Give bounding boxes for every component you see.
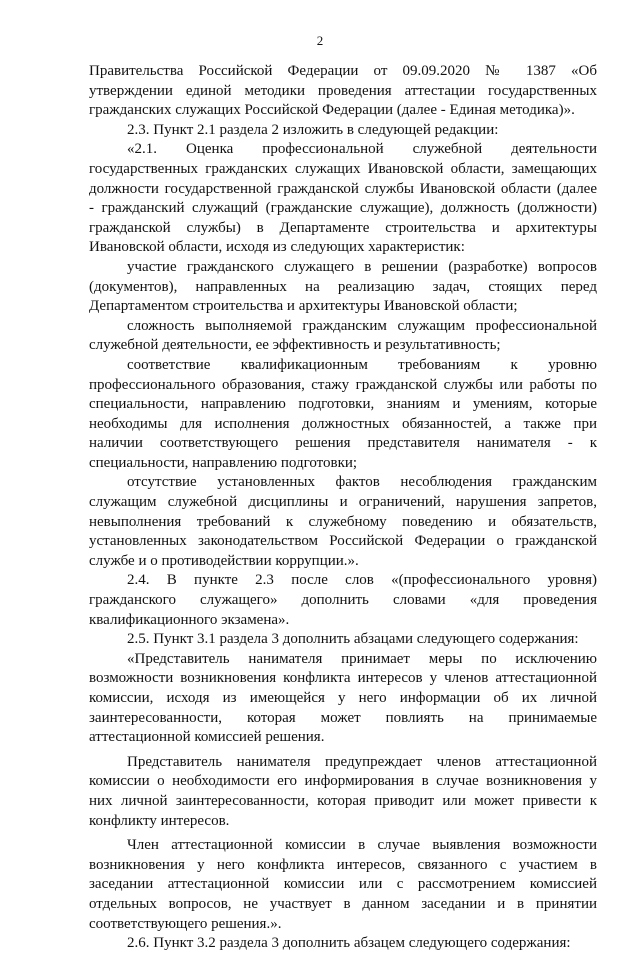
text-line: комиссии, исходя из имеющейся у него информации об их личной: [89, 690, 597, 706]
paragraph: [89, 571, 597, 630]
text-line: «2.1. Оценка профессиональной служебной деятельности: [127, 141, 597, 158]
text-line: конфликту интересов.: [89, 812, 230, 829]
text-line: службе и о противодействии коррупции.».: [89, 552, 359, 569]
paragraph: [89, 356, 597, 474]
text-line: гражданских служащих Российской Федерации (далее - Единая методика)».: [89, 102, 575, 119]
text-line: необходимы для исполнения должностных обязанностей, а также при: [89, 415, 597, 432]
text-line: гражданской службы) в Департаменте строительства и архитектуры: [89, 219, 597, 236]
text-line: квалификационного экзамена».: [89, 611, 290, 628]
text-line: должности государственной гражданской службы Ивановской области (далее: [89, 180, 597, 197]
text-line: аттестационной комиссией решения.: [89, 729, 325, 746]
text-line: возможности возникновения конфликта интересов у членов аттестационной: [89, 670, 597, 687]
text-line: гражданского служащего» дополнить словами «для проведения: [89, 592, 597, 609]
text-line: специальности, направлению подготовки;: [89, 454, 358, 471]
text-line: 2.6. Пункт 3.2 раздела 3 дополнить абзацем следующего содержания:: [127, 935, 571, 952]
text-line: 2.4. В пункте 2.3 после слов «(профессионального уровня): [127, 572, 597, 589]
text-line: возникновения у него конфликта интересов, связанного с участием в: [89, 856, 597, 873]
text-line: соответствующего решения.».: [89, 915, 282, 932]
text-line: Представитель нанимателя предупреждает членов аттестационной: [127, 753, 597, 770]
text-line: сложность выполняемой гражданским служащим профессиональной: [127, 317, 597, 334]
text-line: служебной деятельности, ее эффективность и результативность;: [89, 337, 501, 354]
paragraph: [89, 630, 597, 650]
text-line: 2.5. Пункт 3.1 раздела 3 дополнить абзацами следующего содержания:: [127, 631, 579, 648]
text-line: установленных законодательством Российской Федерации о гражданской: [89, 533, 597, 550]
text-line: государственных гражданских служащих Ивановской области, замещающих: [89, 160, 597, 177]
text-line: профессионального образования, стажу гражданской службы или работы по: [89, 376, 597, 393]
text-line: Член аттестационной комиссии в случае выявления возможности: [127, 837, 597, 854]
text-line: служащим служебной дисциплины и ограничений, нарушения запретов,: [89, 494, 597, 511]
paragraph: [89, 836, 597, 934]
paragraph: [89, 753, 597, 831]
paragraph: [89, 140, 597, 258]
paragraph: [89, 62, 597, 121]
text-line: 2.3. Пункт 2.1 раздела 2 изложить в следующей редакции:: [127, 121, 499, 138]
text-line: соответствие квалификационным требованиям к уровню: [127, 356, 597, 373]
paragraph: [89, 121, 597, 141]
text-line: невыполнения требований к служебному поведению и обязательств,: [89, 513, 597, 530]
text-line: наличии соответствующего решения представителя нанимателя - к: [89, 435, 597, 452]
text-line: Ивановской области, исходя из следующих характеристик:: [89, 239, 465, 256]
paragraph: [89, 473, 597, 571]
text-line: отдельных вопросов, не участвует в данном заседании и в принятии: [89, 895, 597, 912]
paragraph: [89, 650, 597, 748]
page-number: 2: [316, 33, 324, 48]
document-body: [89, 62, 597, 954]
text-line: Правительства Российской Федерации от 09.09.2020 № 1387 «Об: [89, 63, 597, 79]
text-line: утверждении единой методики проведения аттестации государственных: [89, 82, 597, 99]
text-line: (документов), направленных на реализацию задач, стоящих перед: [89, 278, 597, 295]
text-line: - гражданский служащий (гражданские служащие), должность (должности): [89, 200, 597, 217]
text-line: комиссии о необходимости его информирования в случае возникновения у: [89, 773, 597, 790]
paragraph: [89, 258, 597, 317]
text-line: участие гражданского служащего в решении (разработке) вопросов: [127, 258, 597, 275]
paragraph: [89, 934, 597, 954]
text-line: них личной заинтересованности, которая приводит или может привести к: [89, 792, 597, 809]
text-line: Департаментом строительства и архитектуры Ивановской области;: [89, 298, 518, 315]
text-line: заинтересованности, которая может повлиять на принимаемые: [89, 709, 597, 726]
text-line: «Представитель нанимателя принимает меры по исключению: [127, 650, 597, 667]
text-line: специальности, направлению подготовки, знаниям и умениям, которые: [89, 396, 597, 413]
text-line: отсутствие установленных фактов несоблюдения гражданским: [127, 474, 597, 491]
paragraph: [89, 317, 597, 356]
text-line: заседании аттестационной комиссии или с рассмотрением комиссией: [89, 876, 597, 893]
